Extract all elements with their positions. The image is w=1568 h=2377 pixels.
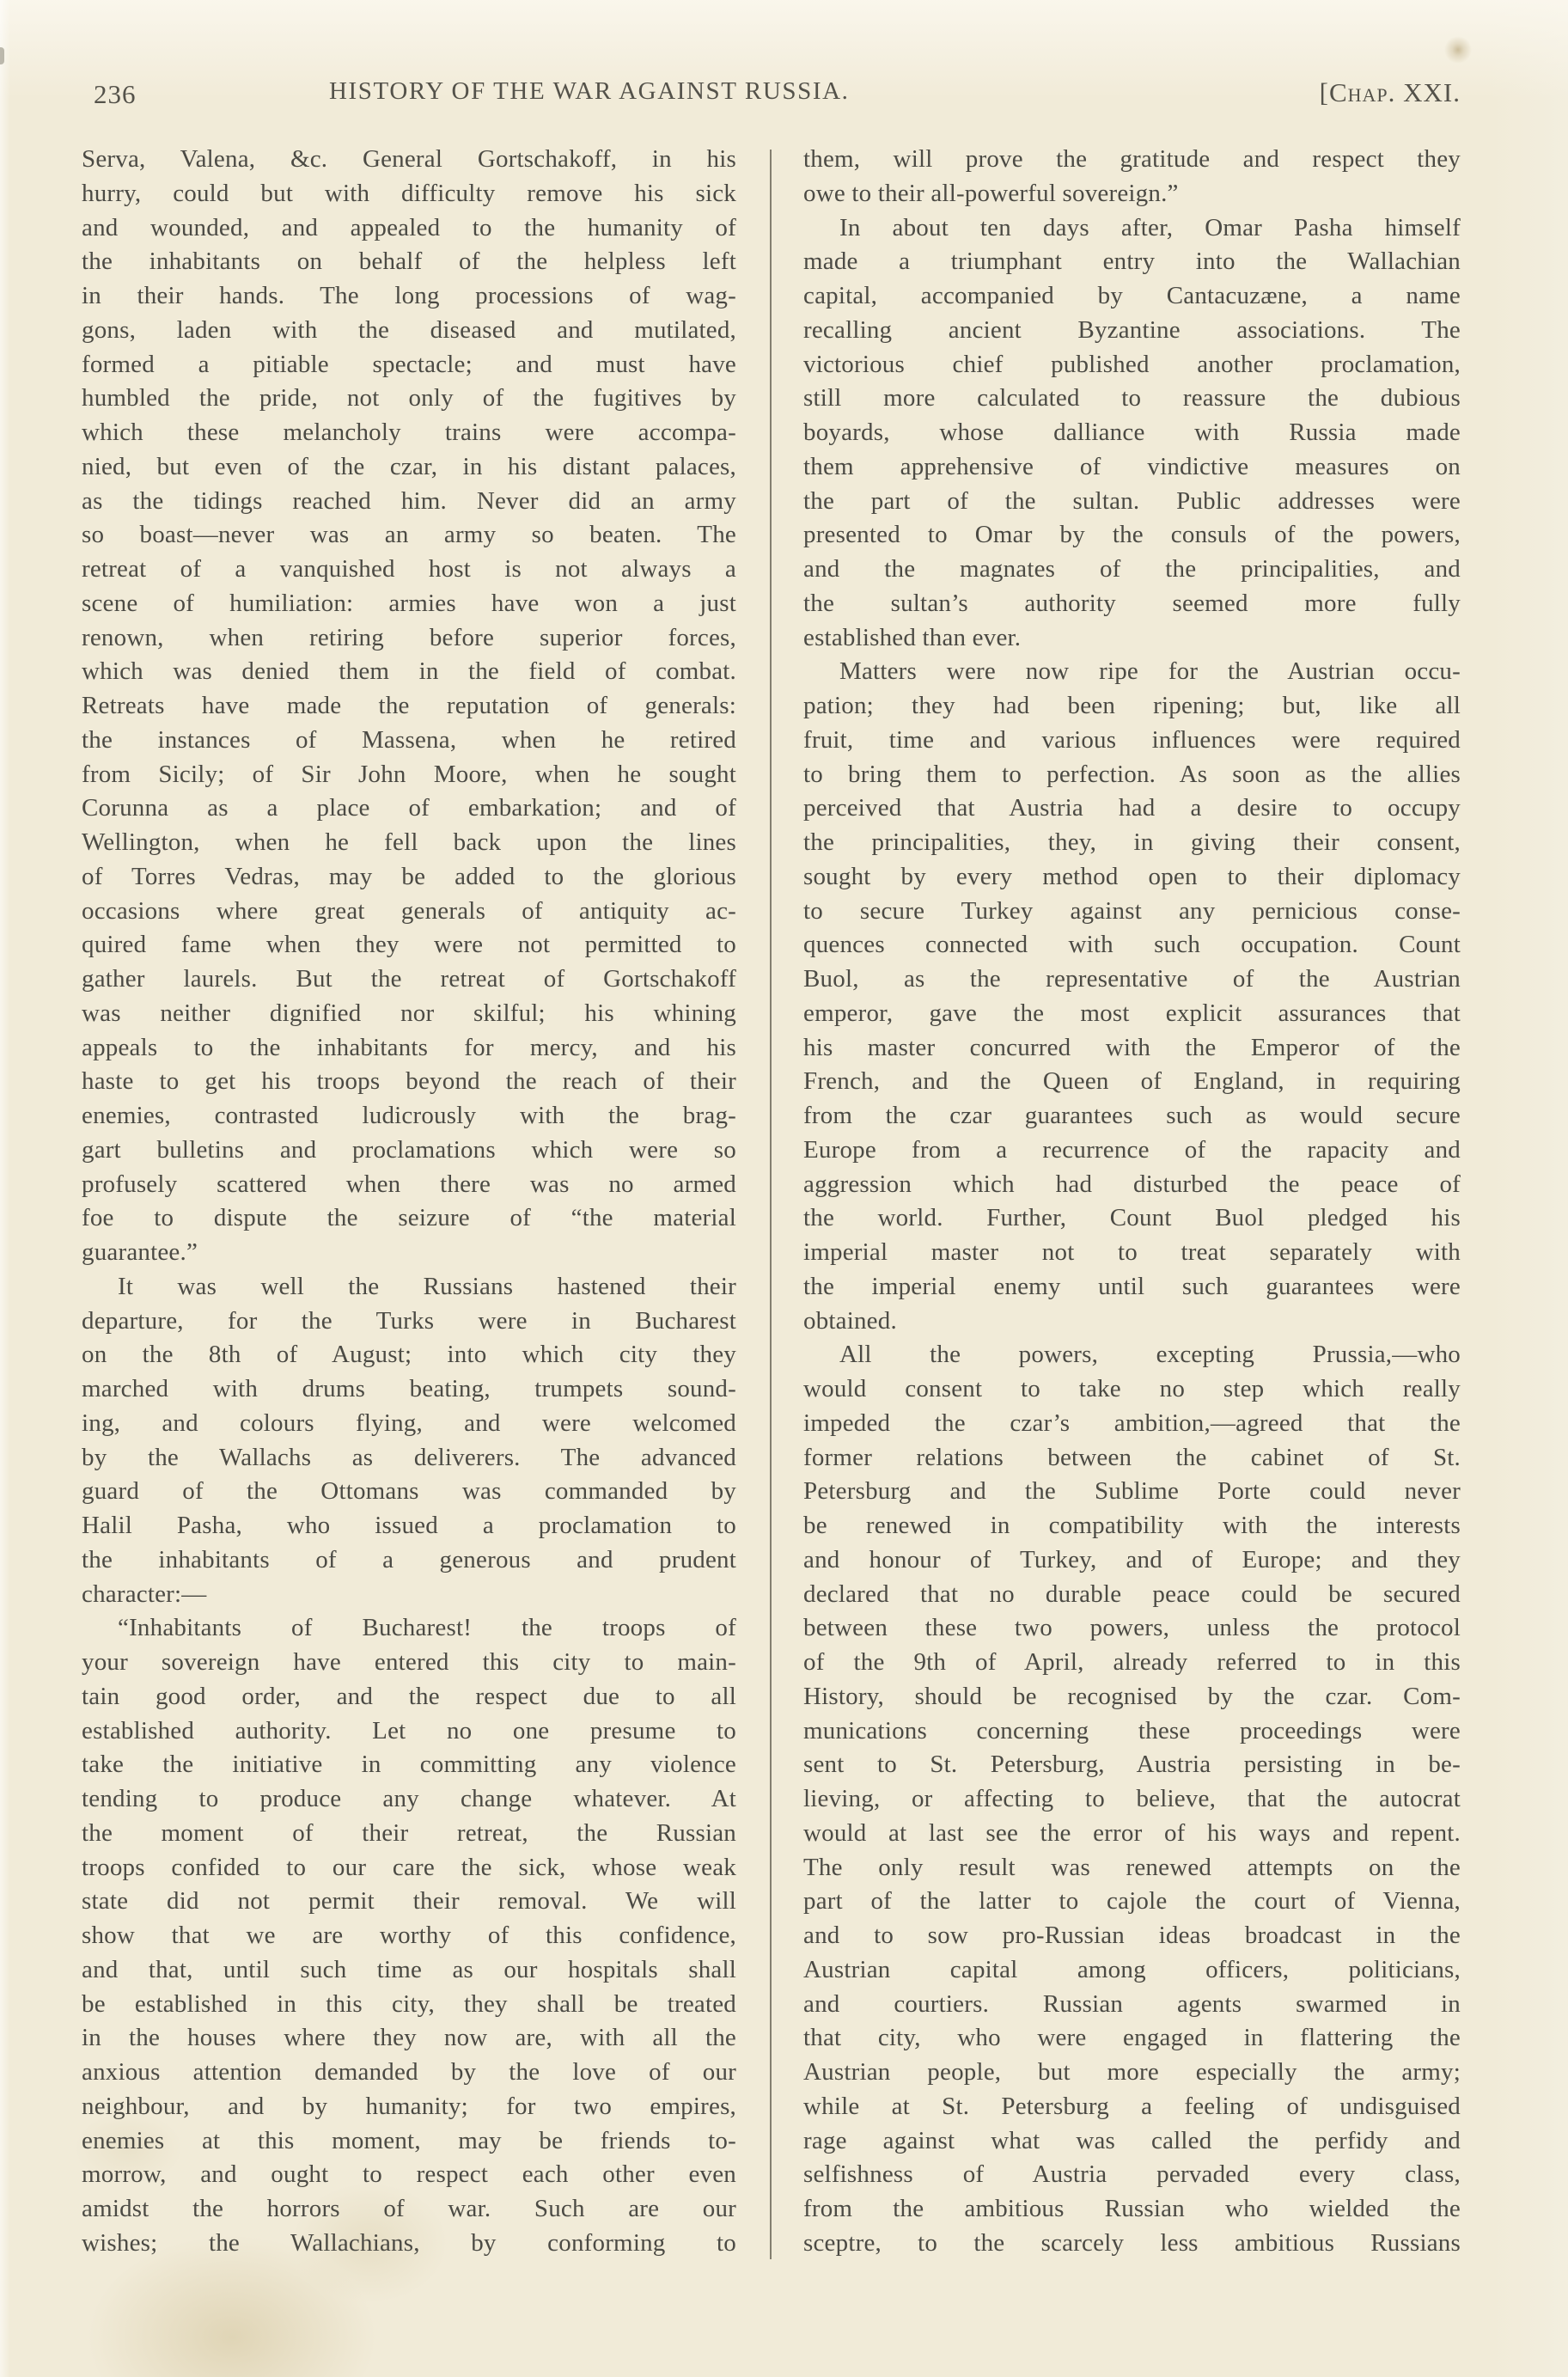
- text-line: the world. Further, Count Buol pledged his: [803, 1204, 1461, 1232]
- text-line: the sultan’s authority seemed more fully: [803, 589, 1461, 617]
- column-left: [82, 143, 736, 2270]
- text-line: owe to their all-powerful sovereign.”: [803, 179, 1179, 207]
- text-line: by the Wallachs as deliverers. The advanced: [82, 1443, 736, 1471]
- paragraph: [803, 655, 1461, 1338]
- text-line: guard of the Ottomans was commanded by: [82, 1477, 736, 1506]
- text-line: to bring them to perfection. As soon as the allies: [803, 760, 1461, 788]
- text-line: gart bulletins and proclamations which were so: [82, 1135, 736, 1164]
- text-line: gons, laden with the diseased and mutilated,: [82, 315, 736, 344]
- text-line: Serva, Valena, &c. General Gortschakoff, in his: [82, 145, 736, 173]
- text-line: would at last see the error of his ways and repent.: [803, 1818, 1461, 1847]
- text-line: imperial master not to treat separately with: [803, 1238, 1461, 1266]
- text-line: of the 9th of April, already referred to in this: [803, 1648, 1461, 1676]
- running-title: HISTORY OF THE WAR AGAINST RUSSIA.: [329, 77, 850, 105]
- column-divider: [770, 150, 772, 2259]
- text-line: formed a pitiable spectacle; and must have: [82, 350, 736, 378]
- text-line: while at St. Petersburg a feeling of undisguised: [803, 2092, 1461, 2120]
- text-line: emperor, gave the most explicit assurances that: [803, 999, 1461, 1027]
- text-line: profusely scattered when there was no armed: [82, 1170, 736, 1198]
- text-line: former relations between the cabinet of St.: [803, 1443, 1461, 1471]
- text-line: established than ever.: [803, 623, 1022, 651]
- text-line: them, will prove the gratitude and respect they: [803, 145, 1461, 173]
- text-line: morrow, and ought to respect each other even: [82, 2160, 736, 2189]
- text-line: take the initiative in committing any violence: [82, 1751, 736, 1779]
- text-line: enemies at this moment, may be friends to-: [82, 2126, 736, 2154]
- paragraph: [803, 1338, 1461, 2260]
- text-line: In about ten days after, Omar Pasha himself: [839, 213, 1461, 241]
- text-line: be renewed in compatibility with the interests: [803, 1512, 1461, 1539]
- text-line: aggression which had disturbed the peace of: [803, 1170, 1461, 1198]
- text-line: would consent to take no step which really: [803, 1375, 1461, 1402]
- text-columns: [82, 143, 1461, 2270]
- text-line: be established in this city, they shall be treated: [82, 1989, 736, 2018]
- text-line: wishes; the Wallachians, by conforming to: [82, 2228, 736, 2257]
- text-line: Austrian capital among officers, politicians,: [803, 1955, 1461, 1983]
- text-line: French, and the Queen of England, in requiring: [803, 1067, 1461, 1096]
- text-line: sought by every method open to their diplomacy: [803, 862, 1461, 890]
- text-line: munications concerning these proceedings were: [803, 1716, 1461, 1745]
- text-line: was neither dignified nor skilful; his whining: [82, 999, 736, 1027]
- paragraph: [803, 143, 1461, 211]
- text-line: character:—: [82, 1580, 207, 1608]
- chapter-label: [Chap. XXI.: [1319, 77, 1461, 107]
- text-line: fruit, time and various influences were required: [803, 725, 1461, 754]
- text-line: amidst the horrors of war. Such are our: [82, 2195, 736, 2222]
- text-line: victorious chief published another proclamation,: [803, 350, 1461, 378]
- paragraph: [82, 143, 736, 1270]
- text-line: perceived that Austria had a desire to occupy: [803, 794, 1461, 822]
- text-line: from the czar guarantees such as would secure: [803, 1102, 1461, 1129]
- text-line: hurry, could but with difficulty remove his sick: [82, 179, 736, 207]
- text-line: pation; they had been ripening; but, like all: [803, 692, 1461, 719]
- text-line: Europe from a recurrence of the rapacity and: [803, 1135, 1461, 1164]
- text-line: the inhabitants on behalf of the helpless left: [82, 247, 736, 276]
- text-line: sceptre, to the scarcely less ambitious Russians: [803, 2228, 1461, 2257]
- text-line: neighbour, and by humanity; for two empires,: [82, 2092, 736, 2120]
- paragraph: [82, 1611, 736, 2260]
- text-line: his master concurred with the Emperor of the: [803, 1033, 1461, 1061]
- text-line: selfishness of Austria pervaded every class,: [803, 2160, 1461, 2189]
- text-line: the inhabitants of a generous and prudent: [82, 1545, 736, 1573]
- text-line: and that, until such time as our hospitals shall: [82, 1955, 736, 1983]
- text-line: Retreats have made the reputation of generals:: [82, 692, 736, 719]
- text-line: quired fame when they were not permitted to: [82, 931, 736, 959]
- text-line: established authority. Let no one presume to: [82, 1716, 736, 1745]
- text-line: tending to produce any change whatever. At: [82, 1785, 736, 1812]
- text-line: Buol, as the representative of the Austrian: [803, 965, 1461, 993]
- text-line: anxious attention demanded by the love of our: [82, 2058, 736, 2086]
- text-line: impeded the czar’s ambition,—agreed that the: [803, 1408, 1461, 1437]
- text-line: enemies, contrasted ludicrously with the brag-: [82, 1102, 736, 1129]
- text-line: departure, for the Turks were in Bucharest: [82, 1306, 736, 1335]
- text-line: part of the latter to cajole the court of Vienna,: [803, 1887, 1461, 1916]
- text-line: The only result was renewed attempts on the: [803, 1853, 1461, 1881]
- text-line: Austrian people, but more especially the army;: [803, 2058, 1461, 2086]
- text-line: the instances of Massena, when he retired: [82, 725, 736, 754]
- text-line: and the magnates of the principalities, and: [803, 555, 1461, 583]
- text-line: guarantee.”: [82, 1238, 198, 1266]
- text-line: so boast—never was an army so beaten. The: [82, 521, 736, 549]
- text-line: rage against what was called the perfidy and: [803, 2126, 1461, 2154]
- text-line: of Torres Vedras, may be added to the glorious: [82, 862, 736, 890]
- text-line: All the powers, excepting Prussia,—who: [839, 1341, 1461, 1369]
- text-line: Wellington, when he fell back upon the lines: [82, 828, 736, 856]
- text-line: them apprehensive of vindictive measures on: [803, 452, 1461, 480]
- text-line: retreat of a vanquished host is not always a: [82, 555, 736, 583]
- text-line: in the houses where they now are, with all the: [82, 2024, 736, 2052]
- text-line: humbled the pride, not only of the fugitives by: [82, 384, 736, 412]
- text-line: on the 8th of August; into which city they: [82, 1341, 736, 1369]
- text-line: between these two powers, unless the protocol: [803, 1614, 1461, 1642]
- text-line: still more calculated to reassure the dubious: [803, 384, 1461, 412]
- paragraph: [803, 211, 1461, 656]
- text-line: show that we are worthy of this confidence,: [82, 1922, 736, 1949]
- text-line: as the tidings reached him. Never did an army: [82, 486, 736, 515]
- text-line: which these melancholy trains were accompa-: [82, 419, 736, 446]
- text-line: which was denied them in the field of combat.: [82, 657, 736, 686]
- text-line: Corunna as a place of embarkation; and of: [82, 794, 736, 822]
- text-line: state did not permit their removal. We will: [82, 1887, 736, 1916]
- text-line: obtained.: [803, 1306, 897, 1335]
- text-line: marched with drums beating, trumpets sound-: [82, 1375, 736, 1402]
- text-line: presented to Omar by the consuls of the powers,: [803, 521, 1461, 549]
- text-line: foe to dispute the seizure of “the material: [82, 1204, 736, 1232]
- page-number: 236: [94, 79, 137, 109]
- text-line: It was well the Russians hastened their: [118, 1272, 736, 1300]
- text-line: in their hands. The long processions of wag-: [82, 282, 736, 309]
- text-line: troops confided to our care the sick, whose weak: [82, 1853, 736, 1881]
- text-line: “Inhabitants of Bucharest! the troops of: [118, 1614, 736, 1642]
- text-line: quences connected with such occupation. Count: [803, 931, 1461, 959]
- text-line: and wounded, and appealed to the humanity of: [82, 213, 736, 241]
- text-line: the moment of their retreat, the Russian: [82, 1818, 736, 1847]
- text-line: haste to get his troops beyond the reach of their: [82, 1067, 736, 1096]
- text-line: renown, when retiring before superior forces,: [82, 623, 736, 651]
- text-line: Halil Pasha, who issued a proclamation to: [82, 1512, 736, 1539]
- text-line: History, should be recognised by the czar. Com-: [803, 1682, 1461, 1710]
- text-line: your sovereign have entered this city to main-: [82, 1648, 736, 1676]
- text-line: the imperial enemy until such guarantees were: [803, 1272, 1461, 1300]
- text-line: boyards, whose dalliance with Russia made: [803, 419, 1461, 446]
- text-line: recalling ancient Byzantine associations. The: [803, 315, 1461, 344]
- text-line: tain good order, and the respect due to all: [82, 1682, 736, 1710]
- text-line: appeals to the inhabitants for mercy, and his: [82, 1033, 736, 1061]
- text-line: made a triumphant entry into the Wallachian: [803, 247, 1461, 276]
- text-line: gather laurels. But the retreat of Gortschakoff: [82, 965, 736, 993]
- text-line: ing, and colours flying, and were welcomed: [82, 1408, 736, 1437]
- text-line: from Sicily; of Sir John Moore, when he sought: [82, 760, 736, 788]
- text-line: the principalities, they, in giving their consent,: [803, 828, 1461, 856]
- text-line: nied, but even of the czar, in his distant palaces,: [82, 452, 736, 480]
- text-line: sent to St. Petersburg, Austria persisting in be-: [803, 1751, 1461, 1779]
- text-line: declared that no durable peace could be secured: [803, 1580, 1461, 1608]
- text-line: that city, who were engaged in flattering the: [803, 2024, 1461, 2052]
- column-right: [803, 143, 1461, 2270]
- text-line: and to sow pro-Russian ideas broadcast in the: [803, 1922, 1461, 1949]
- text-line: to secure Turkey against any pernicious conse-: [803, 896, 1461, 925]
- text-line: occasions where great generals of antiquity ac-: [82, 896, 736, 925]
- text-line: and courtiers. Russian agents swarmed in: [803, 1989, 1461, 2018]
- text-line: scene of humiliation: armies have won a just: [82, 589, 736, 617]
- paragraph: [82, 1270, 736, 1612]
- page-header: [82, 77, 1461, 117]
- text-line: from the ambitious Russian who wielded the: [803, 2195, 1461, 2222]
- text-line: capital, accompanied by Cantacuzæne, a name: [803, 282, 1461, 309]
- text-line: and honour of Turkey, and of Europe; and they: [803, 1545, 1461, 1573]
- text-line: the part of the sultan. Public addresses were: [803, 486, 1461, 515]
- text-line: Matters were now ripe for the Austrian occu-: [839, 657, 1461, 686]
- text-line: lieving, or affecting to believe, that the autocrat: [803, 1785, 1461, 1812]
- text-line: Petersburg and the Sublime Porte could never: [803, 1477, 1461, 1506]
